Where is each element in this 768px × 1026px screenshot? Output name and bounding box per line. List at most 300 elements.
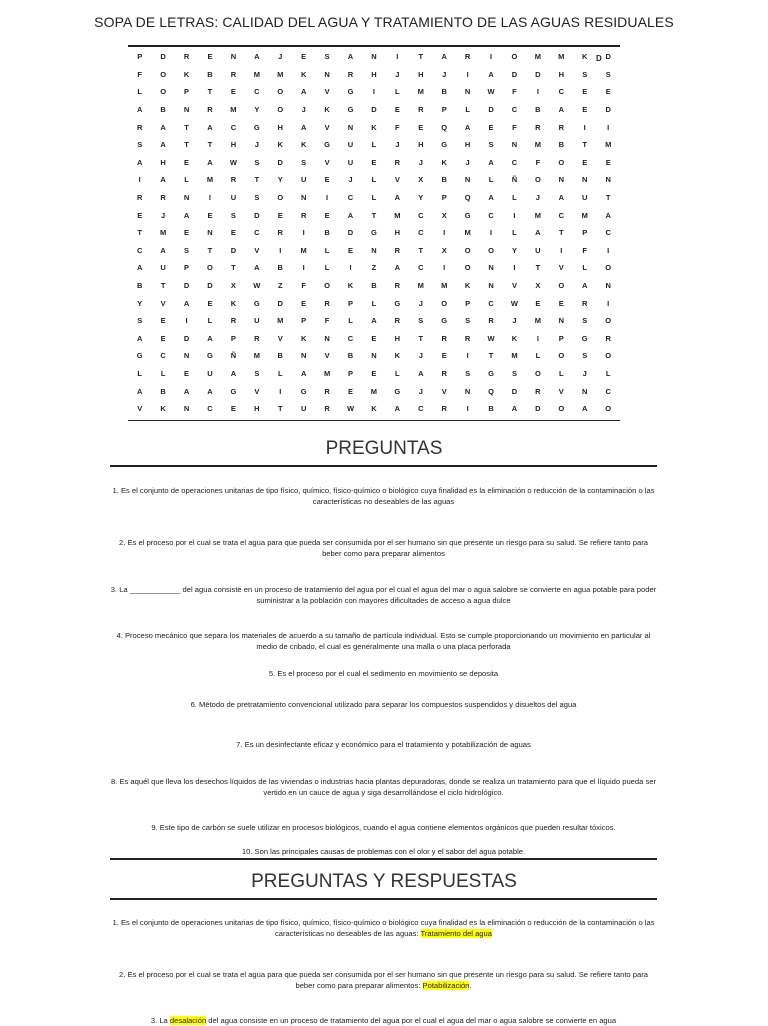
grid-cell: S — [254, 157, 260, 167]
grid-cell: R — [324, 386, 330, 396]
grid-cell: I — [466, 351, 469, 361]
grid-cell: I — [489, 52, 493, 62]
grid-cell: G — [253, 122, 260, 132]
grid-cell: P — [230, 333, 236, 343]
grid-cell: H — [254, 404, 260, 414]
grid-cell: H — [230, 140, 237, 150]
grid-cell: F — [324, 316, 330, 326]
grid-cell: C — [207, 404, 213, 414]
answer-1-text: 1. Es el conjunto de operaciones unitarias de tipo físico, químico, físico-químico o biológico cuya finalidad es la eliminación o reducción de la contaminación o las características no deseables de las aguas: — [112, 918, 655, 938]
grid-cell: I — [302, 263, 305, 273]
grid-cell: V — [137, 404, 143, 414]
grid-cell: U — [230, 193, 237, 203]
grid-cell: I — [466, 404, 469, 414]
grid-cell: E — [301, 52, 307, 62]
grid-cell: D — [254, 210, 260, 220]
grid-cell: R — [441, 368, 447, 378]
grid-cell: W — [346, 404, 355, 414]
grid-cell: V — [558, 386, 564, 396]
grid-cell: C — [254, 228, 260, 238]
grid-cell: I — [302, 228, 305, 238]
grid-cell: G — [347, 87, 354, 97]
grid-cell: E — [160, 316, 166, 326]
grid-cell: T — [231, 263, 236, 273]
grid-cell: M — [323, 368, 331, 378]
grid-cell: L — [395, 87, 400, 97]
grid-cell: E — [230, 87, 236, 97]
grid-cell: C — [418, 210, 424, 220]
grid-cell: E — [301, 298, 307, 308]
grid-cell: E — [371, 368, 377, 378]
grid-cell: A — [137, 263, 143, 273]
grid-cell: A — [488, 69, 494, 79]
grid-cell: L — [605, 368, 611, 378]
grid-row — [128, 83, 620, 101]
grid-cell: M — [534, 52, 541, 62]
grid-cell: Q — [488, 386, 494, 396]
grid-cell: P — [301, 316, 307, 326]
grid-cell: E — [605, 157, 611, 167]
grid-cell: T — [418, 52, 424, 62]
grid-cell: A — [137, 333, 143, 343]
grid-cell: D — [230, 245, 237, 255]
grid-cell: N — [183, 193, 190, 203]
grid-cell: D — [605, 105, 611, 115]
grid-cell: I — [466, 69, 469, 79]
answer-1-highlight: Tratamiento del agua — [420, 929, 492, 938]
grid-cell: Y — [277, 175, 283, 185]
grid-cell: B — [488, 404, 494, 414]
grid-cell: F — [137, 69, 142, 79]
grid-cell: O — [534, 368, 541, 378]
grid-cell: R — [394, 245, 401, 255]
grid-cell: G — [136, 351, 143, 361]
grid-cell: Y — [137, 298, 143, 308]
answer-2 — [110, 969, 657, 991]
grid-cell: J — [512, 316, 517, 326]
grid-cell: P — [184, 87, 190, 97]
grid-row — [128, 118, 620, 136]
grid-cell: M — [277, 69, 284, 79]
grid-cell: S — [465, 368, 471, 378]
grid-cell: P — [137, 52, 143, 62]
grid-cell: U — [582, 193, 588, 203]
grid-cell: M — [253, 351, 260, 361]
respuestas-rule — [110, 898, 657, 900]
grid-cell: J — [442, 69, 447, 79]
grid-cell: D — [488, 105, 494, 115]
grid-cell: A — [183, 298, 190, 308]
grid-cell: M — [464, 228, 471, 238]
grid-cell: O — [605, 351, 612, 361]
grid-cell: F — [395, 122, 400, 132]
grid-cell: C — [137, 245, 143, 255]
grid-cell: P — [348, 368, 354, 378]
grid-cell: T — [184, 122, 189, 132]
grid-cell: Q — [464, 193, 471, 203]
grid-cell: G — [441, 316, 448, 326]
grid-cell: N — [605, 175, 611, 185]
grid-cell: K — [300, 140, 307, 150]
grid-cell: V — [254, 245, 260, 255]
grid-cell: E — [277, 210, 283, 220]
grid-cell: D — [535, 404, 541, 414]
grid-cell: K — [300, 333, 307, 343]
grid-cell: K — [441, 157, 447, 167]
grid-cell: J — [535, 193, 540, 203]
grid-cell: R — [582, 298, 588, 308]
grid-cell: H — [277, 122, 283, 132]
question-4: 4. Proceso mecánico que separa los materiales de acuerdo a su tamaño de partícula individual. Esto se cumple proporcionando un movimiento en particular al medio de cribado, el cual es generalmente una malla o una placa perforada — [116, 631, 651, 651]
grid-cell: T — [207, 140, 213, 150]
grid-cell: N — [488, 263, 494, 273]
grid-cell: S — [254, 368, 260, 378]
grid-cell: N — [511, 140, 518, 150]
grid-cell: D — [605, 52, 611, 62]
grid-cell: H — [160, 157, 166, 167]
answer-3-after: del agua consiste en un proceso de tratamiento del agua por el cual el agua del mar o agua salobre se convierte en agua — [206, 1016, 617, 1025]
question-1: 1. Es el conjunto de operaciones unitarias de tipo físico, químico, físico-químico o biológico cuya finalidad es la eliminación o reducción de la contaminación o las características no deseables de las aguas — [112, 486, 655, 506]
grid-cell: S — [137, 140, 143, 150]
grid-cell: K — [511, 333, 518, 343]
grid-cell: E — [582, 87, 588, 97]
answer-2-highlight: Potabilización — [422, 981, 470, 990]
grid-cell: I — [279, 386, 282, 396]
grid-row — [128, 259, 620, 277]
grid-cell: I — [583, 122, 586, 132]
grid-cell: B — [277, 351, 283, 361]
grid-cell: S — [605, 69, 611, 79]
grid-cell: W — [510, 298, 518, 308]
grid-cell: G — [394, 298, 401, 308]
answer-3 — [110, 1015, 657, 1026]
grid-cell: J — [395, 140, 400, 150]
grid-cell: E — [207, 298, 213, 308]
grid-cell: L — [348, 316, 353, 326]
grid-cell: D — [535, 69, 541, 79]
grid-cell: B — [441, 175, 447, 185]
grid-cell: N — [183, 105, 190, 115]
question-6: 6. Método de pretratamiento convencional utilizado para separar los compuestos suspendidos y disueltos del agua — [190, 700, 577, 709]
grid-cell: K — [347, 281, 354, 291]
grid-cell: I — [607, 298, 610, 308]
grid-cell: O — [534, 175, 541, 185]
grid-cell: W — [229, 157, 237, 167]
grid-cell: E — [348, 245, 354, 255]
grid-cell: E — [394, 105, 400, 115]
grid-cell: O — [277, 105, 284, 115]
grid-cell: N — [558, 175, 565, 185]
grid-cell: E — [441, 351, 447, 361]
grid-cell: T — [160, 281, 166, 291]
grid-cell: O — [511, 52, 518, 62]
grid-cell: I — [536, 333, 539, 343]
grid-cell: S — [488, 140, 494, 150]
grid-cell: C — [511, 105, 518, 115]
grid-cell: K — [582, 52, 588, 62]
grid-row — [128, 101, 620, 119]
grid-cell: N — [230, 52, 237, 62]
grid-cell: E — [535, 298, 541, 308]
grid-cell: A — [254, 263, 260, 273]
grid-cell: E — [184, 157, 190, 167]
grid-cell: L — [512, 193, 517, 203]
grid-cell: B — [160, 386, 166, 396]
grid-cell: W — [487, 333, 495, 343]
grid-cell: S — [301, 157, 307, 167]
grid-cell: F — [512, 87, 517, 97]
grid-cell: C — [160, 351, 166, 361]
grid-cell: J — [418, 386, 423, 396]
grid-cell: R — [277, 228, 283, 238]
grid-cell: I — [607, 122, 610, 132]
grid-cell: J — [254, 140, 259, 150]
grid-row — [128, 189, 620, 207]
grid-cell: V — [558, 263, 564, 273]
grid-cell: B — [137, 281, 143, 291]
grid-cell: A — [394, 404, 401, 414]
grid-cell: L — [371, 298, 377, 308]
grid-cell: M — [206, 175, 214, 185]
grid-cell: M — [558, 52, 565, 62]
grid-cell: T — [184, 140, 189, 150]
grid-cell: K — [277, 140, 283, 150]
grid-cell: L — [184, 175, 189, 185]
grid-cell: N — [605, 281, 611, 291]
grid-cell: F — [582, 245, 588, 255]
grid-cell: P — [184, 263, 190, 273]
grid-cell: A — [582, 281, 588, 291]
grid-cell: M — [581, 210, 588, 220]
grid-cell: H — [418, 140, 424, 150]
question-5: 5. Es el proceso por el cual el sedimento en movimiento se deposita — [268, 669, 499, 678]
grid-cell: E — [230, 404, 236, 414]
grid-cell: M — [230, 105, 237, 115]
grid-cell: A — [347, 210, 354, 220]
grid-cell: E — [324, 175, 330, 185]
grid-cell: U — [207, 368, 213, 378]
grid-cell: G — [464, 210, 471, 220]
grid-cell: M — [370, 386, 378, 396]
grid-row — [128, 365, 620, 383]
grid-cell: R — [160, 193, 166, 203]
grid-cell: G — [300, 386, 307, 396]
grid-cell: B — [535, 105, 541, 115]
grid-cell: E — [160, 333, 166, 343]
grid-cell: I — [185, 316, 188, 326]
preguntas-heading: PREGUNTAS — [325, 438, 443, 459]
grid-cell: T — [418, 333, 424, 343]
grid-cell: O — [558, 404, 565, 414]
grid-cell: R — [347, 69, 354, 79]
word-search-grid — [128, 48, 620, 417]
grid-cell: C — [230, 122, 237, 132]
grid-cell: B — [347, 351, 354, 361]
grid-cell: J — [301, 105, 306, 115]
grid-cell: R — [137, 122, 143, 132]
grid-cell: E — [230, 228, 236, 238]
grid-cell: X — [441, 210, 447, 220]
grid-cell: B — [441, 87, 447, 97]
answer-2-after: . — [469, 981, 472, 990]
grid-cell: A — [371, 316, 377, 326]
grid-cell: K — [324, 105, 330, 115]
grid-cell: D — [347, 228, 354, 238]
grid-cell: R — [535, 122, 541, 132]
grid-cell: U — [347, 140, 354, 150]
grid-cell: F — [512, 122, 517, 132]
grid-cell: A — [488, 157, 494, 167]
grid-cell: S — [184, 245, 190, 255]
grid-cell: I — [536, 87, 539, 97]
grid-cell: L — [465, 105, 470, 115]
grid-cell: G — [488, 368, 494, 378]
grid-cell: W — [253, 281, 261, 291]
grid-cell: V — [394, 175, 400, 185]
grid-cell: E — [488, 122, 494, 132]
grid-cell: M — [534, 210, 541, 220]
grid-cell: F — [301, 281, 306, 291]
grid-cell: A — [207, 157, 213, 167]
grid-cell: N — [371, 52, 377, 62]
grid-cell: O — [605, 263, 612, 273]
question-7: 7. Es un desinfectante eficaz y económico para el tratamiento y potabilización de aguas — [236, 740, 531, 749]
grid-cell: A — [511, 404, 518, 414]
grid-cell: A — [558, 105, 565, 115]
grid-cell: C — [254, 87, 260, 97]
grid-cell: X — [535, 281, 541, 291]
grid-cell: T — [254, 175, 260, 185]
grid-cell: O — [160, 69, 167, 79]
grid-cell: A — [347, 52, 354, 62]
grid-cell: J — [582, 368, 587, 378]
grid-cell: I — [513, 263, 516, 273]
grid-cell: L — [512, 228, 517, 238]
grid-cell: A — [441, 52, 447, 62]
grid-cell: E — [418, 122, 424, 132]
grid-row — [128, 206, 620, 224]
grid-cell: C — [605, 228, 611, 238]
grid-cell: C — [558, 210, 565, 220]
grid-cell: V — [441, 386, 447, 396]
grid-cell: C — [347, 333, 354, 343]
grid-row — [128, 294, 620, 312]
grid-cell: A — [394, 193, 401, 203]
grid-cell: Y — [418, 193, 424, 203]
grid-row — [128, 277, 620, 295]
grid-cell: T — [371, 210, 377, 220]
grid-cell: U — [535, 245, 541, 255]
grid-cell: N — [183, 351, 190, 361]
preguntas-rule — [110, 465, 657, 467]
grid-cell: Y — [511, 245, 517, 255]
grid-cell: O — [558, 157, 565, 167]
grid-cell: O — [277, 87, 284, 97]
grid-cell: S — [582, 69, 588, 79]
grid-cell: R — [300, 210, 307, 220]
grid-cell: N — [464, 87, 471, 97]
grid-top-rule — [128, 45, 620, 47]
grid-cell: V — [324, 157, 330, 167]
grid-cell: L — [371, 193, 377, 203]
grid-cell: A — [230, 368, 237, 378]
grid-cell: T — [207, 245, 213, 255]
answer-1 — [110, 917, 657, 939]
grid-cell: E — [348, 386, 354, 396]
grid-cell: H — [394, 333, 401, 343]
grid-cell: D — [277, 157, 283, 167]
grid-cell: A — [558, 193, 565, 203]
grid-cell: V — [160, 298, 166, 308]
grid-cell: A — [418, 368, 424, 378]
grid-cell: P — [558, 333, 564, 343]
grid-cell: R — [441, 333, 447, 343]
grid-cell: I — [489, 228, 493, 238]
grid-cell: Z — [277, 281, 283, 291]
grid-cell: E — [371, 333, 377, 343]
grid-row — [128, 400, 620, 418]
grid-cell: J — [278, 52, 283, 62]
grid-cell: E — [184, 228, 190, 238]
grid-cell: V — [324, 122, 330, 132]
grid-cell: V — [324, 87, 330, 97]
grid-cell: I — [326, 193, 329, 203]
grid-cell: U — [254, 316, 260, 326]
grid-cell: R — [605, 333, 611, 343]
grid-cell: C — [418, 404, 424, 414]
grid-cell: F — [535, 157, 541, 167]
grid-cell: X — [230, 281, 236, 291]
grid-cell: M — [394, 210, 401, 220]
grid-cell: E — [137, 210, 143, 220]
grid-cell: R — [230, 316, 237, 326]
grid-row — [128, 136, 620, 154]
grid-cell: P — [441, 193, 447, 203]
grid-cell: A — [207, 333, 213, 343]
grid-cell: Ñ — [230, 351, 237, 361]
grid-cell: M — [441, 281, 448, 291]
grid-cell: R — [394, 281, 401, 291]
grid-cell: C — [488, 210, 494, 220]
grid-cell: E — [605, 87, 611, 97]
grid-cell: R — [535, 386, 541, 396]
grid-cell: J — [395, 69, 400, 79]
grid-cell: J — [348, 175, 353, 185]
grid-cell: A — [183, 386, 190, 396]
grid-cell: M — [511, 351, 518, 361]
grid-cell: C — [418, 228, 424, 238]
grid-cell: S — [511, 368, 517, 378]
grid-cell: A — [464, 122, 471, 132]
grid-cell: A — [207, 386, 213, 396]
grid-cell: A — [137, 105, 143, 115]
grid-cell: O — [160, 87, 167, 97]
grid-cell: V — [511, 281, 517, 291]
grid-cell: A — [582, 404, 588, 414]
grid-cell: P — [441, 105, 447, 115]
grid-cell: G — [371, 228, 377, 238]
question-2: 2. Es el proceso por el cual se trata el agua para que pueda ser consumida por el ser humano sin que presente un riesgo para su salud. Se refiere tanto para beber como para preparar alimentos — [119, 538, 648, 558]
grid-cell: B — [160, 105, 166, 115]
answer-2-text: 2. Es el proceso por el cual se trata el agua para que pueda ser consumida por el ser humano sin que presente un riesgo para su salud. Se refiere tanto para beber como para preparar alimentos: — [119, 970, 648, 990]
grid-cell: N — [488, 281, 494, 291]
grid-cell: N — [558, 316, 565, 326]
grid-cell: I — [279, 245, 282, 255]
grid-cell: M — [160, 228, 167, 238]
grid-cell: I — [607, 245, 610, 255]
grid-cell: L — [277, 368, 283, 378]
grid-cell: T — [137, 228, 142, 238]
